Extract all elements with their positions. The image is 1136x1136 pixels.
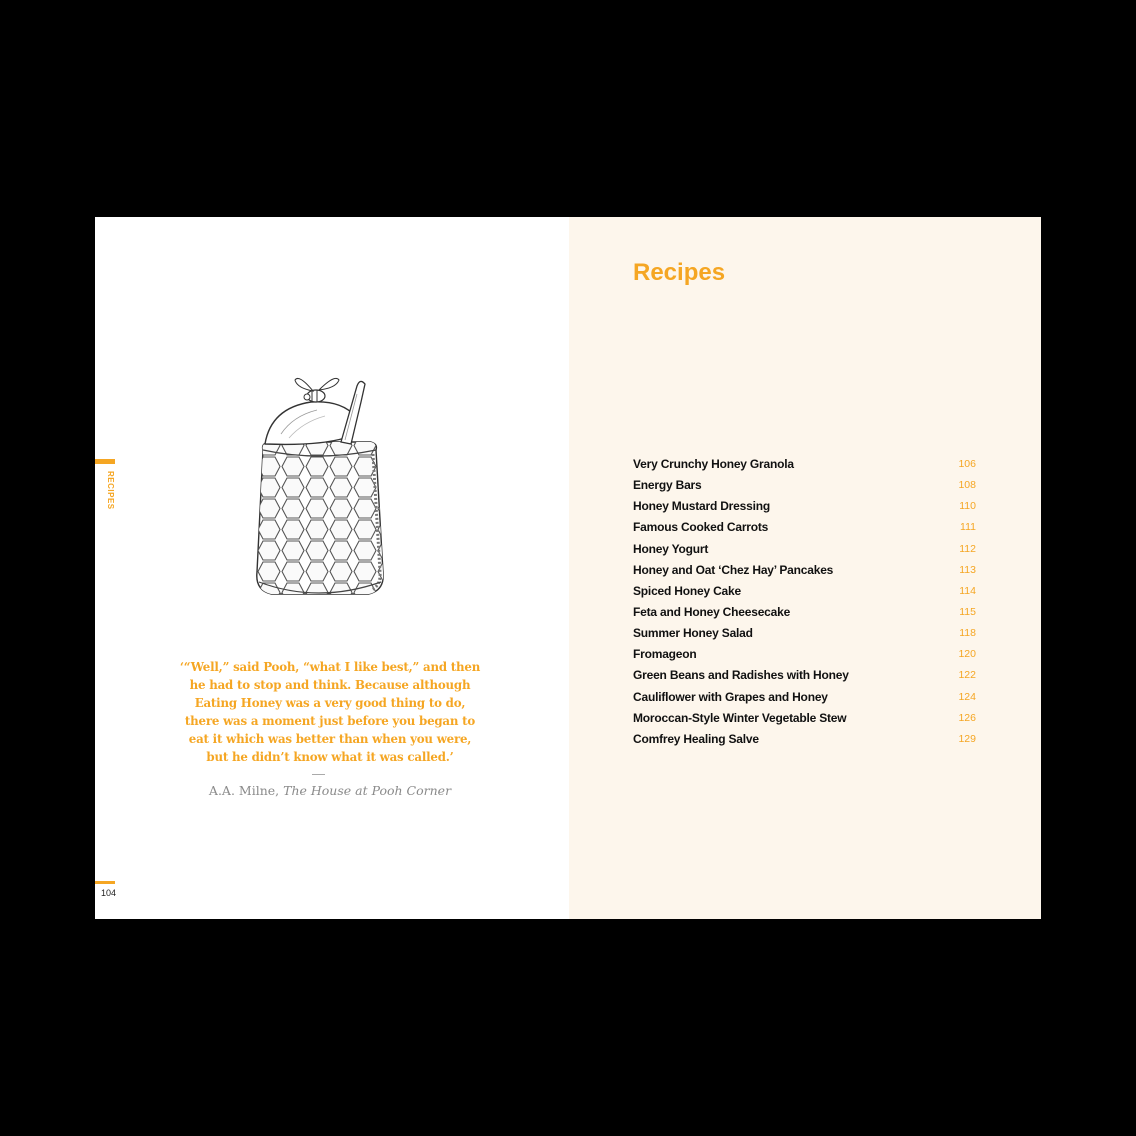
quote-line: Eating Honey was a very good thing to do, bbox=[194, 695, 466, 710]
quote-line: but he didn’t know what it was called.’ bbox=[206, 749, 454, 764]
recipe-page: 126 bbox=[958, 711, 976, 724]
recipe-name: Very Crunchy Honey Granola bbox=[633, 457, 794, 471]
book-spread bbox=[95, 217, 1041, 919]
recipe-page: 111 bbox=[960, 521, 976, 534]
recipe-page: 112 bbox=[959, 542, 976, 555]
recipe-name: Honey Mustard Dressing bbox=[633, 499, 770, 514]
recipe-entry bbox=[633, 581, 976, 602]
recipe-page: 129 bbox=[958, 732, 976, 745]
recipe-page: 115 bbox=[959, 605, 976, 618]
recipe-name: Fromageon bbox=[633, 647, 697, 662]
attribution-author: A.A. Milne, bbox=[208, 783, 280, 798]
honey-jar-illustration bbox=[233, 372, 403, 612]
quote-line: there was a moment just before you began to bbox=[184, 713, 476, 728]
recipe-entry bbox=[633, 560, 976, 581]
recipe-entry bbox=[633, 602, 976, 623]
quote-divider bbox=[312, 774, 325, 775]
recipe-name: Energy Bars bbox=[633, 478, 702, 493]
pooh-quote bbox=[165, 659, 495, 766]
folio-marker bbox=[95, 881, 115, 884]
recipe-page: 124 bbox=[958, 690, 976, 703]
recipe-page: 108 bbox=[958, 479, 976, 492]
recipe-name: Feta and Honey Cheesecake bbox=[633, 604, 791, 619]
recipe-name: Honey Yogurt bbox=[633, 541, 709, 556]
recipe-name: Honey and Oat ‘Chez Hay’ Pancakes bbox=[633, 562, 834, 577]
recipe-page: 110 bbox=[959, 500, 976, 513]
right-page bbox=[569, 217, 1041, 919]
recipe-entry bbox=[633, 475, 976, 496]
recipe-name: Famous Cooked Carrots bbox=[633, 520, 769, 535]
recipe-list bbox=[633, 454, 976, 750]
recipe-entry bbox=[633, 517, 976, 538]
recipe-name: Green Beans and Radishes with Honey bbox=[633, 668, 849, 683]
recipe-page: 120 bbox=[958, 648, 976, 661]
recipe-entry bbox=[633, 454, 976, 475]
recipe-entry bbox=[633, 729, 976, 750]
left-page bbox=[95, 217, 569, 919]
recipe-name: Summer Honey Salad bbox=[633, 626, 753, 641]
recipe-name: Cauliflower with Grapes and Honey bbox=[633, 689, 828, 704]
recipe-page: 114 bbox=[959, 584, 976, 597]
recipe-entry bbox=[633, 539, 976, 560]
recipe-page: 118 bbox=[959, 627, 976, 640]
recipe-name: Spiced Honey Cake bbox=[633, 583, 741, 598]
recipe-entry bbox=[633, 496, 976, 517]
page-number: 104 bbox=[101, 888, 117, 898]
recipe-page: 122 bbox=[958, 669, 976, 682]
section-label: RECIPES bbox=[106, 471, 115, 510]
recipe-name: Moroccan-Style Winter Vegetable Stew bbox=[633, 710, 847, 725]
recipe-entry bbox=[633, 623, 976, 644]
quote-attribution bbox=[165, 783, 495, 798]
page-title: Recipes bbox=[633, 259, 726, 286]
quote-line: he had to stop and think. Because although bbox=[189, 677, 471, 692]
recipe-entry bbox=[633, 665, 976, 686]
quote-line: eat it which was better than when you were, bbox=[188, 731, 472, 746]
recipe-page: 113 bbox=[959, 563, 976, 576]
recipe-entry bbox=[633, 708, 976, 729]
quote-line: ‘“Well,” said Pooh, “what I like best,” and then bbox=[179, 660, 481, 674]
recipe-name: Comfrey Healing Salve bbox=[633, 731, 759, 746]
section-tab-marker bbox=[95, 459, 115, 464]
attribution-work: The House at Pooh Corner bbox=[283, 783, 452, 798]
recipe-entry bbox=[633, 687, 976, 708]
recipe-entry bbox=[633, 644, 976, 665]
recipe-page: 106 bbox=[958, 458, 976, 470]
